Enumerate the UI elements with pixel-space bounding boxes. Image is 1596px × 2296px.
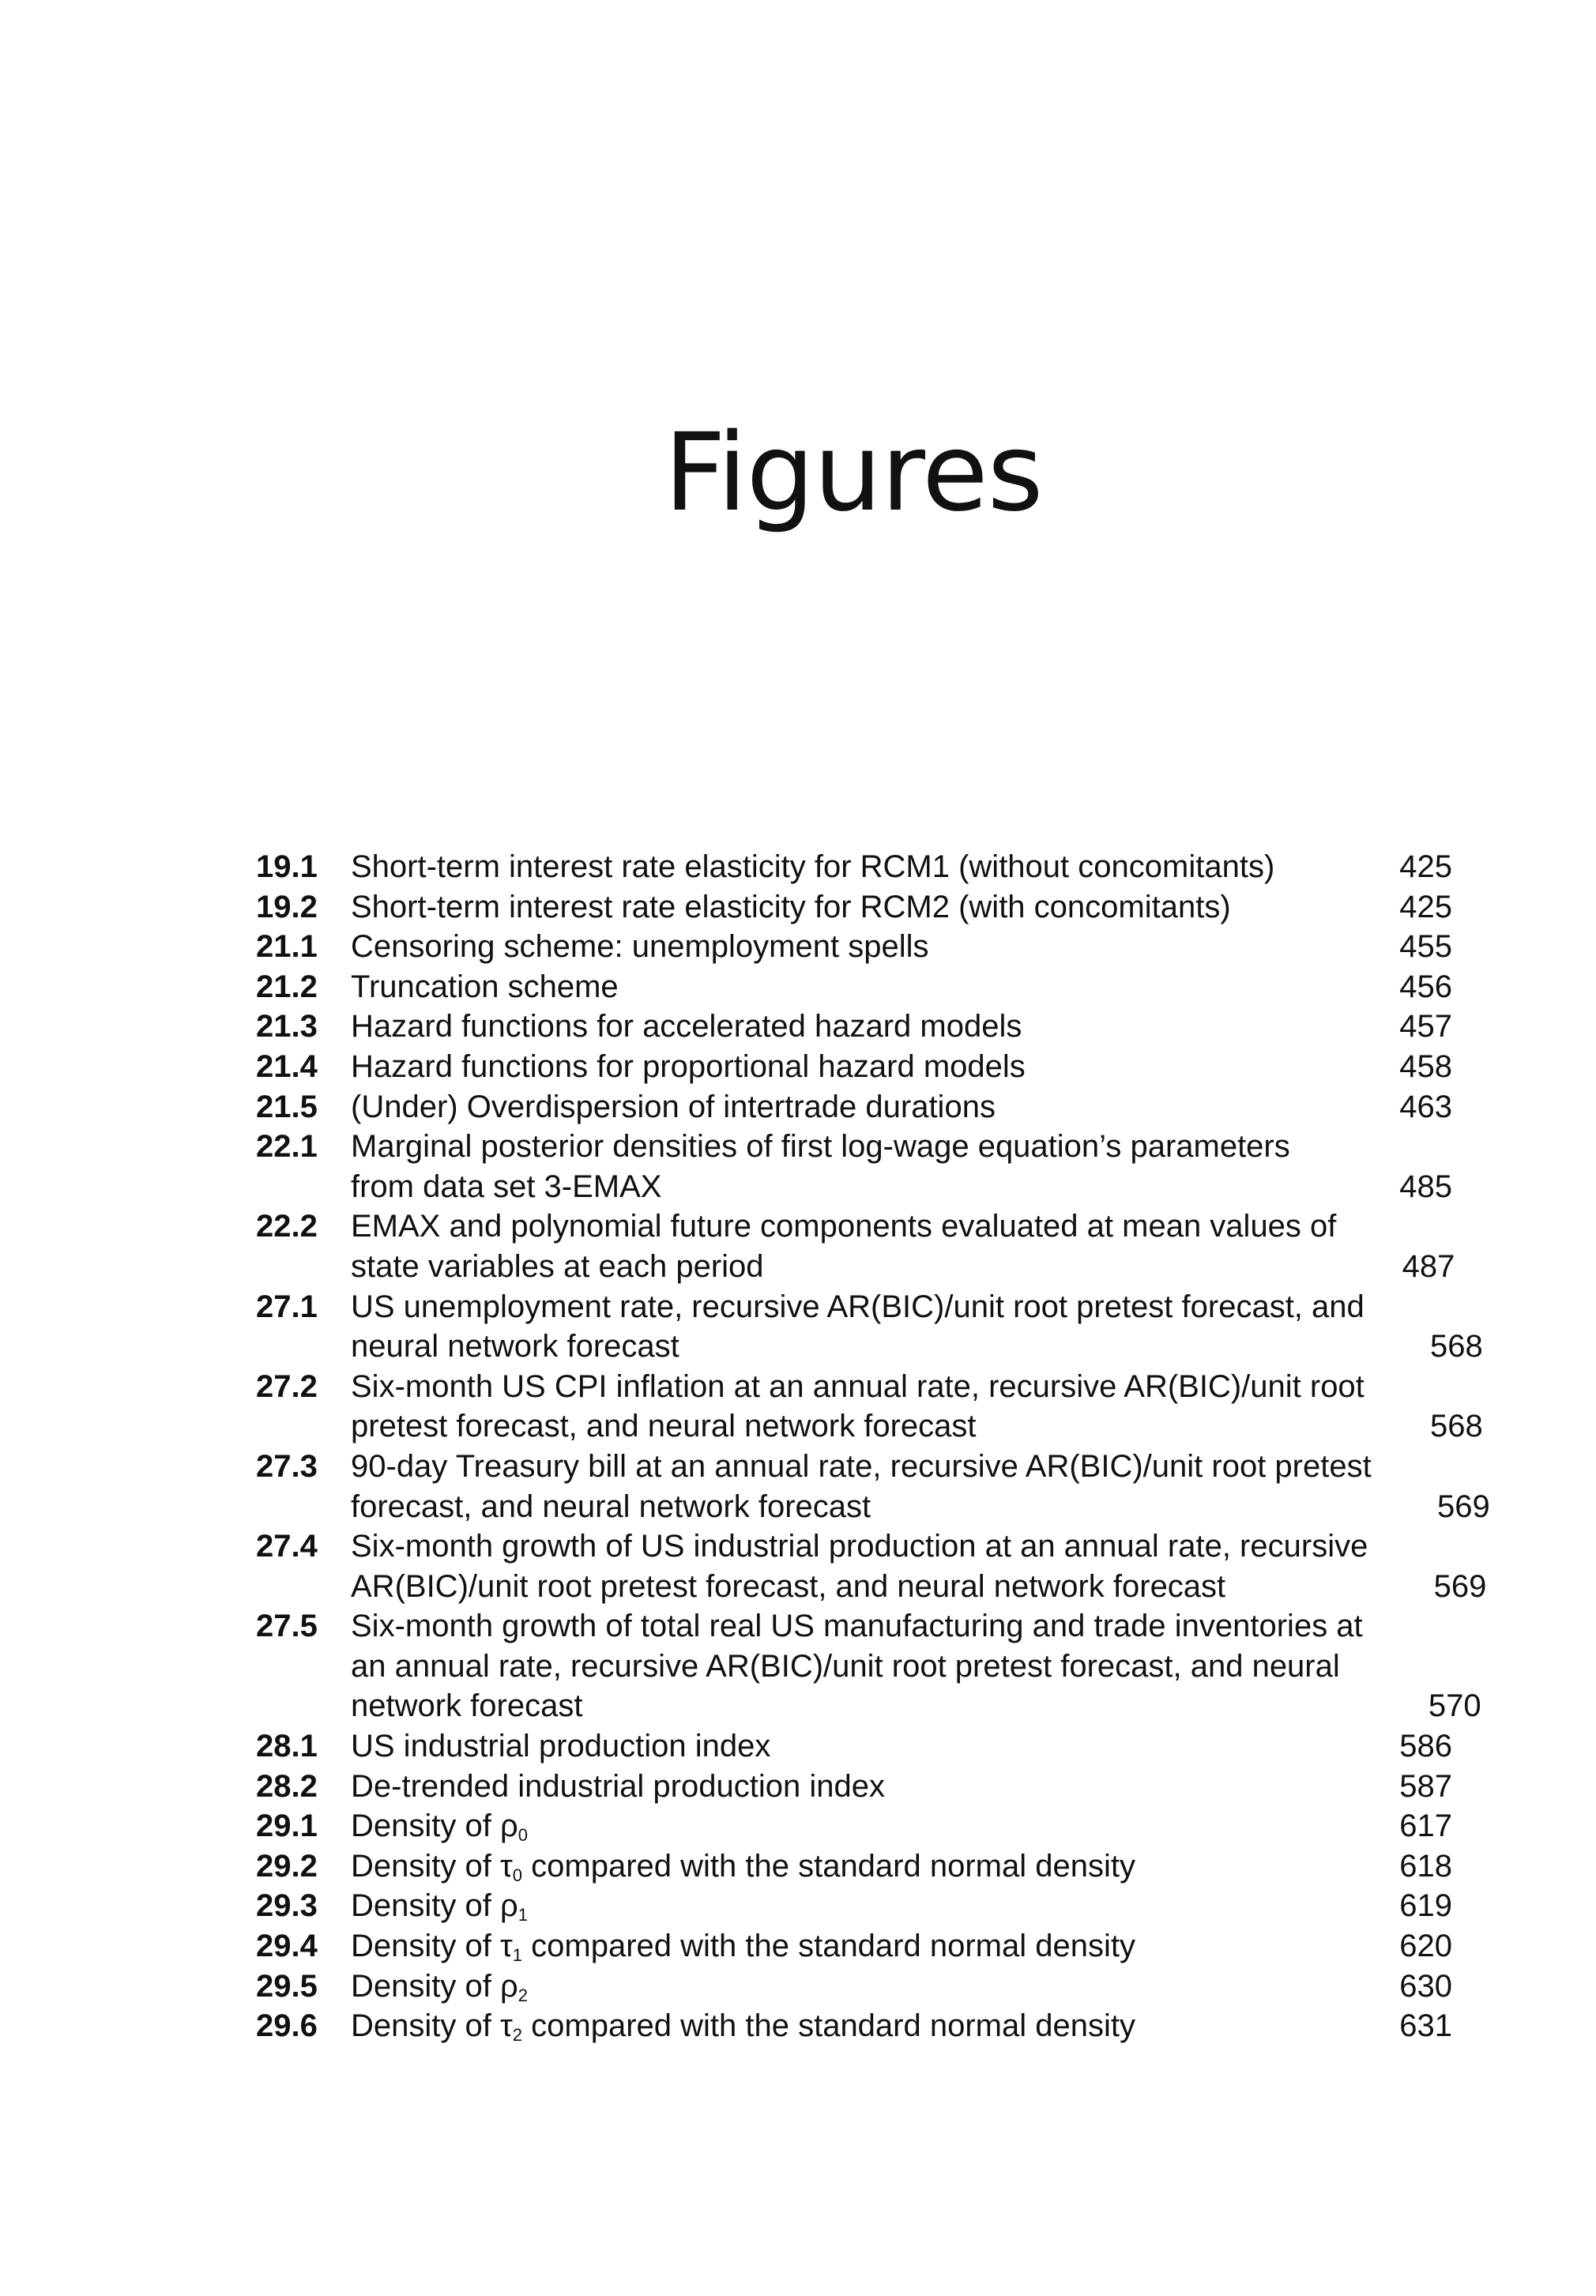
- caption-line: [351, 1846, 1334, 1887]
- caption-line: [351, 1926, 1334, 1967]
- figure-entry: [256, 1767, 1452, 1807]
- caption-subscript: 0: [518, 1825, 528, 1846]
- figure-caption: [351, 1127, 1365, 1206]
- caption-text: Density of τ: [351, 1929, 513, 1964]
- caption-line: [351, 2006, 1334, 2046]
- page-number: 620: [1399, 1929, 1452, 1964]
- figure-entry: [256, 2006, 1452, 2046]
- figure-caption: [351, 887, 1365, 928]
- caption-line: network forecast: [351, 1688, 583, 1724]
- page-number: 617: [1399, 1809, 1452, 1844]
- figure-number: 29.5: [256, 1968, 318, 2004]
- figure-entry: [256, 1606, 1481, 1726]
- figure-caption: [351, 1087, 1365, 1127]
- figure-caption: [351, 2006, 1365, 2046]
- caption-line: Hazard functions for proportional hazard models: [351, 1048, 1026, 1084]
- figure-number: 21.4: [256, 1048, 318, 1084]
- caption-line: neural network forecast: [351, 1329, 679, 1364]
- caption-line: AR(BIC)/unit root pretest forecast, and neural network forecast: [351, 1568, 1226, 1604]
- page-title: Figures: [664, 411, 1043, 536]
- caption-line: (Under) Overdispersion of intertrade durations: [351, 1089, 996, 1124]
- caption-subscript: 1: [512, 1945, 523, 1966]
- figure-number: 19.1: [256, 849, 318, 884]
- figure-number: 21.5: [256, 1089, 318, 1124]
- caption-line: [351, 1806, 1334, 1846]
- figure-entry: [256, 1367, 1483, 1447]
- figure-entry: [256, 1087, 1452, 1127]
- figure-number: 28.2: [256, 1768, 318, 1804]
- caption-line: 90-day Treasury bill at an annual rate, recursive AR(BIC)/unit root pretest: [351, 1448, 1372, 1484]
- caption-line: Short-term interest rate elasticity for RCM2 (with concomitants): [351, 889, 1231, 924]
- page-number: 455: [1399, 929, 1452, 965]
- caption-line: Marginal posterior densities of first log-wage equation’s parameters: [351, 1129, 1290, 1165]
- caption-line: [351, 1886, 1334, 1926]
- figure-entry: [256, 1007, 1452, 1047]
- figure-caption: [351, 1606, 1395, 1726]
- page-number: 425: [1399, 889, 1452, 924]
- page-number: 568: [1430, 1409, 1483, 1444]
- page-number: 631: [1399, 2008, 1452, 2044]
- figure-caption: [351, 1526, 1399, 1606]
- figure-entry: [256, 1447, 1490, 1526]
- figure-caption: [351, 1287, 1396, 1367]
- figure-entry: [256, 1127, 1452, 1206]
- page-number: 487: [1402, 1248, 1455, 1284]
- page-number: 458: [1399, 1048, 1452, 1084]
- caption-line: Truncation scheme: [351, 969, 619, 1004]
- figure-number: 29.3: [256, 1888, 318, 1924]
- figure-entry: [256, 1287, 1483, 1367]
- caption-line: Short-term interest rate elasticity for RCM1 (without concomitants): [351, 849, 1275, 884]
- figure-caption: [351, 1967, 1365, 2007]
- page-number: 570: [1428, 1688, 1481, 1724]
- caption-line: an annual rate, recursive AR(BIC)/unit root pretest forecast, and neural: [351, 1648, 1340, 1684]
- caption-line: [351, 1967, 1334, 2007]
- caption-line: US unemployment rate, recursive AR(BIC)/unit root pretest forecast, and: [351, 1289, 1365, 1324]
- figure-caption: [351, 1767, 1365, 1807]
- caption-subscript: 2: [518, 1985, 528, 2005]
- caption-line: Six-month US CPI inflation at an annual rate, recursive AR(BIC)/unit root: [351, 1368, 1365, 1404]
- figure-caption: [351, 1047, 1365, 1087]
- caption-line: forecast, and neural network forecast: [351, 1489, 871, 1524]
- caption-line: Six-month growth of total real US manufacturing and trade inventories at: [351, 1609, 1363, 1644]
- figure-number: 27.2: [256, 1368, 318, 1404]
- caption-subscript: 1: [518, 1905, 528, 1925]
- figure-entry: [256, 1526, 1487, 1606]
- figure-number: 21.1: [256, 929, 318, 965]
- figure-caption: [351, 1886, 1365, 1926]
- caption-line: US industrial production index: [351, 1729, 771, 1764]
- page-number: 569: [1433, 1568, 1487, 1604]
- caption-text: Density of τ: [351, 2008, 513, 2044]
- caption-line: Hazard functions for accelerated hazard models: [351, 1009, 1022, 1044]
- figure-entry: [256, 1726, 1452, 1767]
- figure-caption: [351, 1007, 1365, 1047]
- figure-caption: [351, 967, 1365, 1007]
- figure-number: 29.2: [256, 1848, 318, 1884]
- figure-caption: [351, 1447, 1403, 1526]
- page-number: 630: [1399, 1968, 1452, 2004]
- figure-number: 21.2: [256, 969, 318, 1004]
- caption-subscript: 2: [512, 2025, 523, 2046]
- figure-caption: [351, 1726, 1365, 1767]
- caption-text: Density of τ: [351, 1848, 513, 1884]
- caption-text: Density of ρ: [351, 1888, 518, 1924]
- caption-text: compared with the standard normal density: [522, 2008, 1135, 2044]
- page-number: 586: [1399, 1729, 1452, 1764]
- page-number: 485: [1399, 1169, 1452, 1204]
- page-number: 568: [1430, 1329, 1483, 1364]
- caption-line: state variables at each period: [351, 1248, 764, 1284]
- figure-number: 29.6: [256, 2008, 318, 2044]
- figure-entry: [256, 1047, 1452, 1087]
- figure-entry: [256, 1846, 1452, 1887]
- page-number: 569: [1436, 1489, 1490, 1524]
- figure-entry: [256, 1806, 1452, 1846]
- figure-entry: [256, 1206, 1455, 1286]
- figure-entry: [256, 927, 1452, 967]
- caption-line: De-trended industrial production index: [351, 1768, 885, 1804]
- figure-number: 27.3: [256, 1448, 318, 1484]
- caption-line: pretest forecast, and neural network forecast: [351, 1409, 977, 1444]
- caption-line: EMAX and polynomial future components evaluated at mean values of: [351, 1209, 1337, 1244]
- page-number: 619: [1399, 1888, 1452, 1924]
- figure-number: 27.4: [256, 1529, 318, 1564]
- figure-caption: [351, 1206, 1368, 1286]
- caption-text: Density of ρ: [351, 1809, 518, 1844]
- figure-entry: [256, 1967, 1452, 2007]
- figure-number: 19.2: [256, 889, 318, 924]
- figure-entry: [256, 967, 1452, 1007]
- caption-text: Density of ρ: [351, 1968, 518, 2004]
- caption-line: Six-month growth of US industrial production at an annual rate, recursive: [351, 1529, 1368, 1564]
- page-number: 587: [1399, 1768, 1452, 1804]
- figure-caption: [351, 1367, 1396, 1447]
- page-number: 456: [1399, 969, 1452, 1004]
- caption-subscript: 0: [512, 1865, 523, 1885]
- figure-entry: [256, 847, 1452, 887]
- caption-line: Censoring scheme: unemployment spells: [351, 929, 929, 965]
- page-number: 618: [1399, 1848, 1452, 1884]
- figure-number: 27.1: [256, 1289, 318, 1324]
- page-number: 457: [1399, 1009, 1452, 1044]
- figure-caption: [351, 927, 1365, 967]
- figure-list: [256, 847, 1490, 2046]
- figure-caption: [351, 1846, 1365, 1887]
- figure-number: 29.1: [256, 1809, 318, 1844]
- figure-number: 22.2: [256, 1209, 318, 1244]
- figure-number: 29.4: [256, 1929, 318, 1964]
- figure-number: 22.1: [256, 1129, 318, 1165]
- figure-number: 27.5: [256, 1609, 318, 1644]
- page-number: 425: [1399, 849, 1452, 884]
- caption-text: compared with the standard normal density: [522, 1848, 1135, 1884]
- figure-caption: [351, 1926, 1365, 1967]
- caption-text: compared with the standard normal density: [522, 1929, 1135, 1964]
- figure-number: 21.3: [256, 1009, 318, 1044]
- figure-caption: [351, 1806, 1365, 1846]
- figure-number: 28.1: [256, 1729, 318, 1764]
- figure-entry: [256, 1926, 1452, 1967]
- page-number: 463: [1399, 1089, 1452, 1124]
- figure-entry: [256, 887, 1452, 928]
- caption-line: from data set 3-EMAX: [351, 1169, 662, 1204]
- figure-entry: [256, 1886, 1452, 1926]
- figure-caption: [351, 847, 1365, 887]
